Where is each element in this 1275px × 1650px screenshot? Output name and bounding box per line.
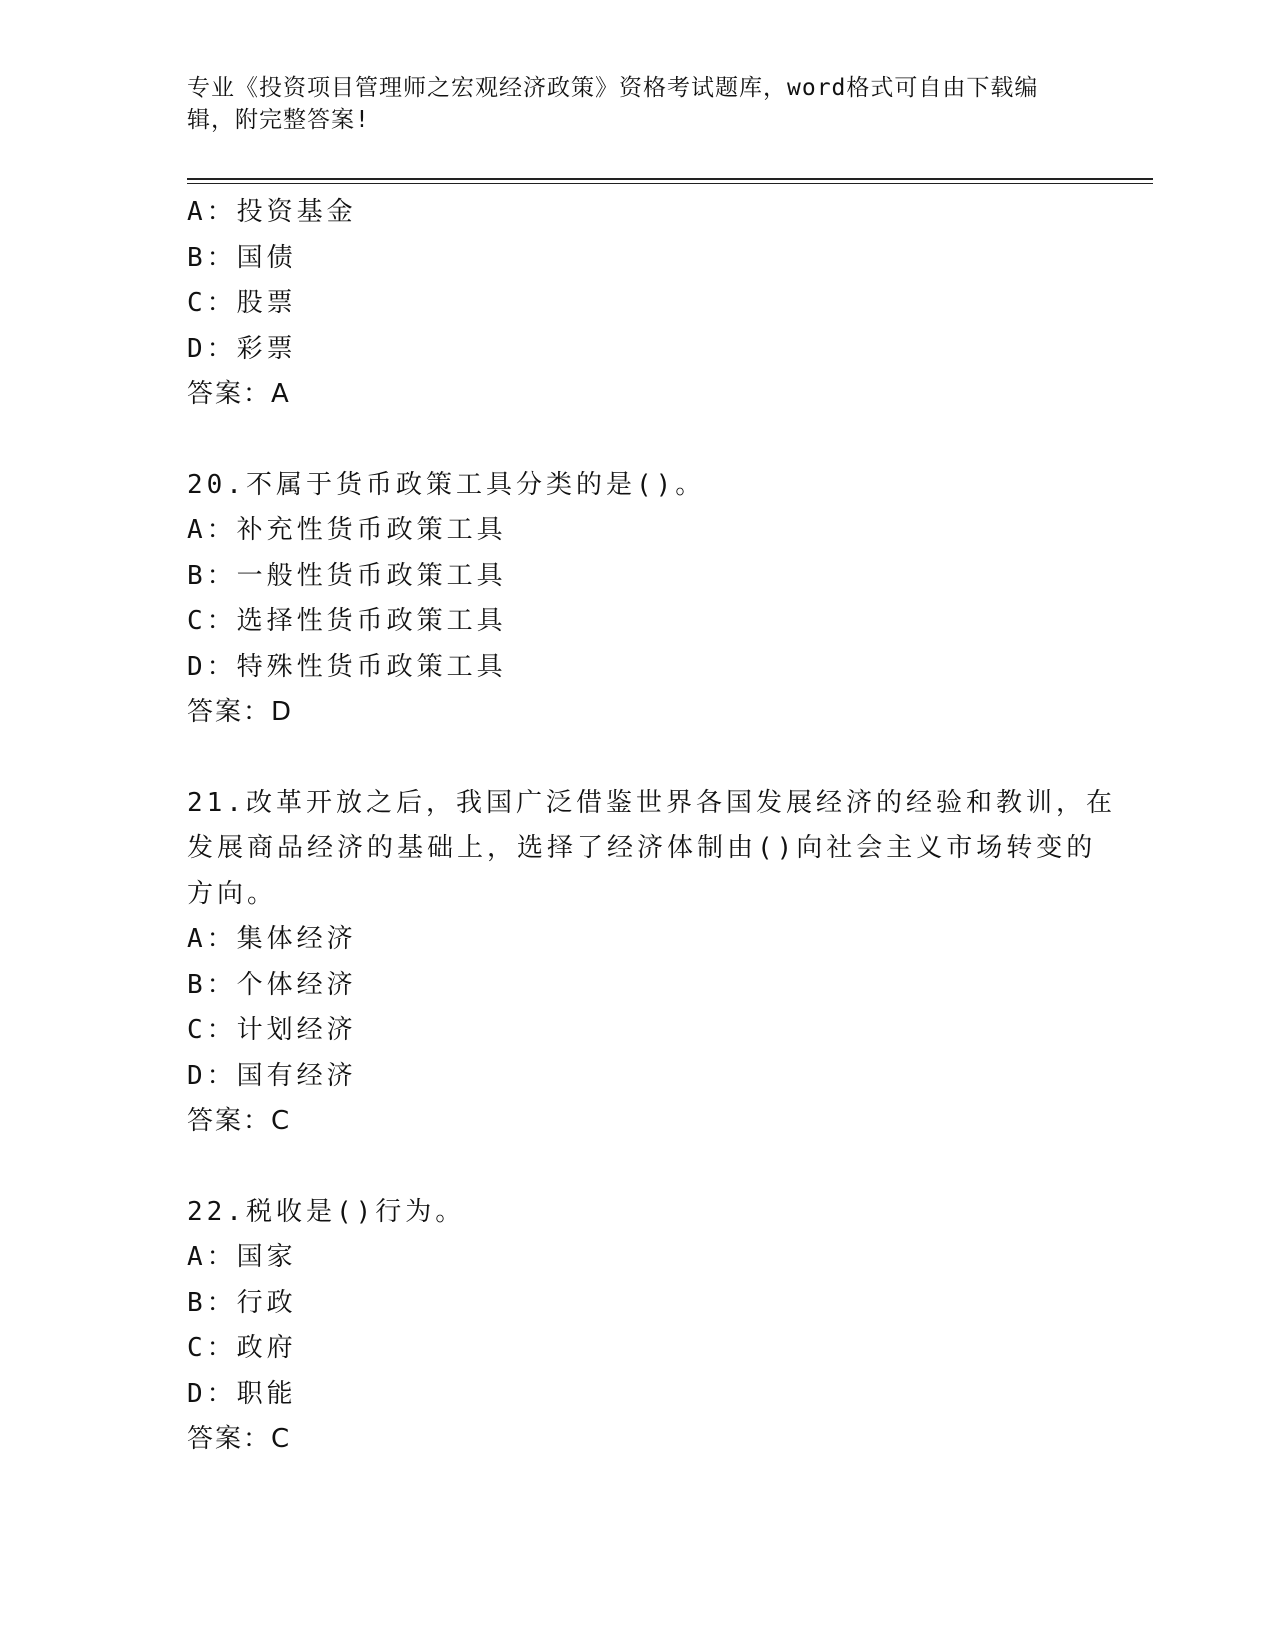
option-b: B：国债	[187, 242, 297, 273]
question-20	[187, 463, 1087, 736]
question-text: 20.不属于货币政策工具分类的是()。	[187, 469, 706, 500]
header-line-1: 专业《投资项目管理师之宏观经济政策》资格考试题库，word格式可自由下载编	[187, 75, 1039, 101]
option-a: A：投资基金	[187, 197, 357, 227]
question-22	[187, 1190, 1087, 1463]
option-d: D：彩票	[187, 333, 297, 364]
option-a: A：集体经济	[187, 924, 357, 954]
question-list	[187, 190, 1116, 1463]
answer: 答案：D	[187, 697, 294, 727]
header-divider-thin	[187, 183, 1153, 184]
spacer	[187, 418, 1087, 463]
question-21	[187, 781, 1116, 1145]
option-d: D：国有经济	[187, 1060, 357, 1091]
option-b: B：个体经济	[187, 969, 357, 1000]
question-text-line-3: 方向。	[187, 878, 278, 909]
option-b: B：一般性货币政策工具	[187, 560, 507, 591]
option-a: A：国家	[187, 1242, 297, 1272]
header-divider-thick	[187, 178, 1153, 180]
question-19	[187, 190, 1087, 418]
option-d: D：职能	[187, 1378, 297, 1409]
answer: 答案：C	[187, 1106, 292, 1136]
option-c: C：政府	[187, 1333, 297, 1363]
option-d: D：特殊性货币政策工具	[187, 651, 507, 682]
spacer	[187, 1145, 1087, 1190]
question-text: 22.税收是()行为。	[187, 1196, 466, 1227]
document-header	[187, 72, 1067, 136]
option-b: B：行政	[187, 1287, 297, 1318]
option-c: C：选择性货币政策工具	[187, 606, 507, 636]
question-text-line-1: 21.改革开放之后，我国广泛借鉴世界各国发展经济的经验和教训，在	[187, 787, 1116, 818]
answer: 答案：C	[187, 1424, 292, 1454]
option-c: C：股票	[187, 288, 297, 318]
spacer	[187, 736, 1087, 781]
option-a: A：补充性货币政策工具	[187, 515, 507, 545]
question-text-line-2: 发展商品经济的基础上，选择了经济体制由()向社会主义市场转变的	[187, 833, 1097, 863]
option-c: C：计划经济	[187, 1015, 357, 1045]
answer: 答案：A	[187, 379, 291, 409]
header-line-2: 辑，附完整答案!	[187, 107, 370, 133]
